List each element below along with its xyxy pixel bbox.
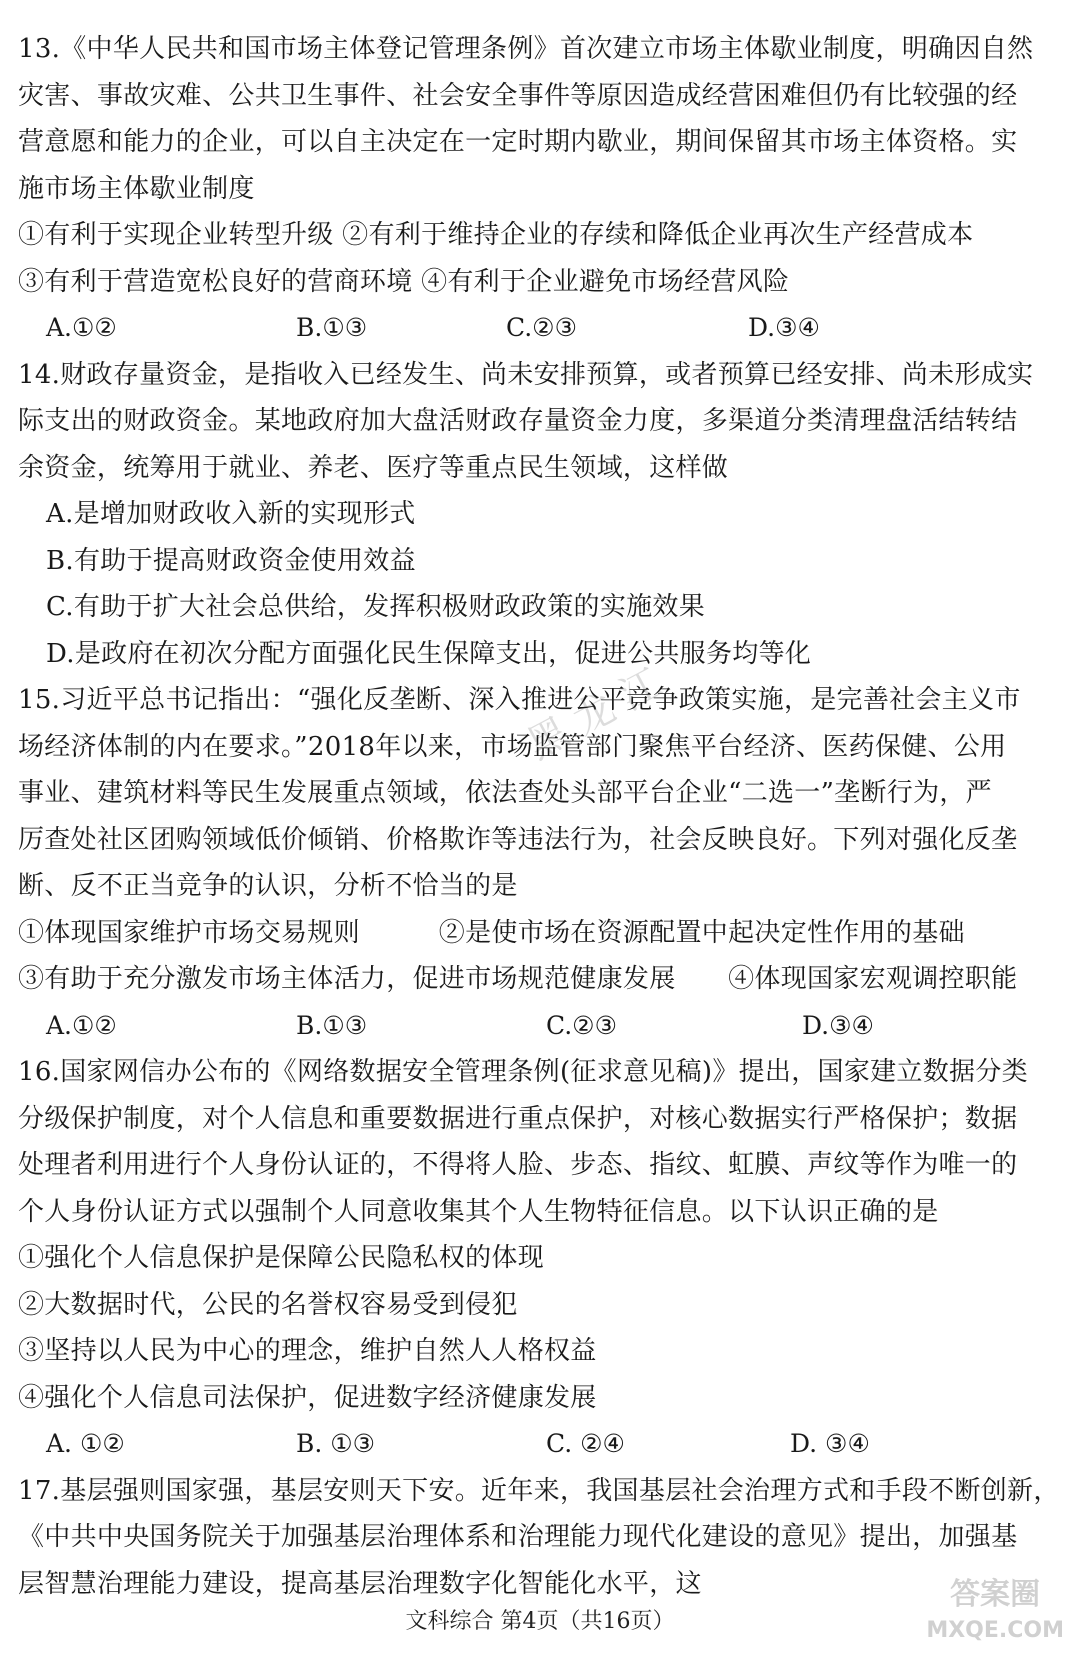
question-16-item: ①强化个人信息保护是保障公民隐私权的体现: [18, 1243, 545, 1273]
question-14: [18, 352, 1068, 678]
choice-a: A.①②: [46, 313, 117, 342]
corner-logo-title: 答案圈: [950, 1577, 1041, 1612]
question-16-stem-line: 个人身份认证方式以强制个人同意收集其个人生物特征信息。以下认识正确的是: [18, 1196, 939, 1227]
choice-a: A.①②: [46, 1010, 117, 1040]
question-16-item: ②大数据时代，公民的名誉权容易受到侵犯: [18, 1289, 518, 1320]
question-15-choices: [18, 1003, 1068, 1050]
choice-c: C.②③: [506, 313, 578, 342]
question-17-stem-line: 层智慧治理能力建设，提高基层治理数字化智能化水平，这: [18, 1568, 702, 1599]
question-17-stem-line: 17.基层强则国家强，基层安则天下安。近年来，我国基层社会治理方式和手段不断创新，: [18, 1475, 1060, 1506]
question-14-option-c: C.有助于扩大社会总供给，发挥积极财政政策的实施效果: [46, 592, 706, 622]
question-15-stem-line: 断、反不正当竞争的认识，分析不恰当的是: [18, 871, 518, 901]
choice-d: D. ③④: [790, 1429, 870, 1458]
question-13-item: ③有利于营造宽松良好的营商环境 ④有利于企业避免市场经营风险: [18, 266, 790, 297]
choice-c: C. ②④: [546, 1429, 625, 1458]
question-15-item: ③有助于充分激发市场主体活力，促进市场规范健康发展 ④体现国家宏观调控职能: [18, 964, 1018, 994]
question-17-stem-line: 《中共中央国务院关于加强基层治理体系和治理能力现代化建设的意见》提出，加强基: [18, 1522, 1018, 1552]
corner-logo-url: MXQE.COM: [926, 1618, 1064, 1643]
choice-d: D.③④: [802, 1010, 874, 1040]
question-13-stem-line: 营意愿和能力的企业，可以自主决定在一定时期内歇业，期间保留其市场主体资格。实: [18, 127, 1018, 157]
question-13-stem-line: 13.《中华人民共和国市场主体登记管理条例》首次建立市场主体歇业制度，明确因自然: [18, 34, 1034, 64]
question-14-option-a: A.是增加财政收入新的实现形式: [46, 499, 416, 529]
question-16: [18, 1049, 1068, 1468]
watermark-stamp: 黑龙江: [519, 654, 680, 769]
question-15-stem-line: 场经济体制的内在要求。”2018年以来，市场监管部门聚焦平台经济、医药保健、公用: [18, 731, 1007, 762]
question-15-stem-line: 15.习近平总书记指出：“强化反垄断、深入推进公平竞争政策实施，是完善社会主义市: [18, 685, 1021, 715]
question-13-stem-line: 施市场主体歇业制度: [18, 173, 255, 204]
question-13-choices: [18, 305, 1068, 352]
corner-logo: [926, 1577, 1064, 1649]
question-14-option-b: B.有助于提高财政资金使用效益: [46, 545, 416, 576]
question-15-item: ①体现国家维护市场交易规则 ②是使市场在资源配置中起决定性作用的基础: [18, 917, 965, 948]
question-13-stem-line: 灾害、事故灾难、公共卫生事件、社会安全事件等原因造成经营困难但仍有比较强的经: [18, 80, 1018, 111]
question-13: [18, 26, 1068, 352]
question-16-item: ③坚持以人民为中心的理念，维护自然人人格权益: [18, 1336, 597, 1366]
question-16-choices: [18, 1421, 1068, 1468]
choice-b: B. ①③: [296, 1429, 376, 1458]
question-14-stem-line: 际支出的财政资金。某地政府加大盘活财政存量资金力度，多渠道分类清理盘活结转结: [18, 406, 1018, 436]
choice-d: D.③④: [748, 313, 820, 342]
question-16-stem-line: 16.国家网信办公布的《网络数据安全管理条例(征求意见稿)》提出，国家建立数据分类: [18, 1057, 1028, 1087]
question-16-stem-line: 处理者利用进行个人身份认证的，不得将人脸、步态、指纹、虹膜、声纹等作为唯一的: [18, 1150, 1018, 1180]
question-17: [18, 1468, 1068, 1608]
question-14-stem-line: 余资金，统筹用于就业、养老、医疗等重点民生领域，这样做: [18, 452, 729, 483]
page-footer: 文科综合 第4页（共16页）: [405, 1609, 675, 1634]
question-15-stem-line: 事业、建筑材料等民生发展重点领域，依法查处头部平台企业“二选一”垄断行为，严: [18, 778, 992, 808]
choice-c: C.②③: [546, 1010, 618, 1040]
question-13-item: ①有利于实现企业转型升级 ②有利于维持企业的存续和降低企业再次生产经营成本: [18, 220, 974, 250]
choice-b: B.①③: [296, 1010, 368, 1040]
question-16-item: ④强化个人信息司法保护，促进数字经济健康发展: [18, 1382, 597, 1413]
question-15-stem-line: 厉查处社区团购领域低价倾销、价格欺诈等违法行为，社会反映良好。下列对强化反垄: [18, 824, 1018, 855]
question-14-stem-line: 14.财政存量资金，是指收入已经发生、尚未安排预算，或者预算已经安排、尚未形成实: [18, 359, 1034, 390]
exam-page: [18, 26, 1068, 1607]
choice-b: B.①③: [296, 313, 368, 342]
question-16-stem-line: 分级保护制度，对个人信息和重要数据进行重点保护，对核心数据实行严格保护；数据: [18, 1103, 1018, 1134]
question-14-option-d: D.是政府在初次分配方面强化民生保障支出，促进公共服务均等化: [46, 638, 812, 669]
choice-a: A. ①②: [46, 1429, 125, 1458]
